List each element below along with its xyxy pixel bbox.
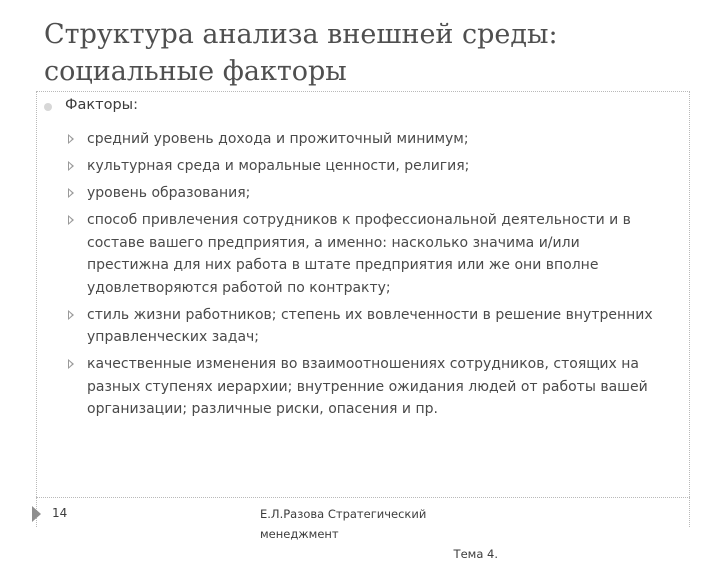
arrow-bullet-icon <box>68 215 74 225</box>
factor-list <box>66 128 666 425</box>
list-item-text: культурная среда и моральные ценности, религия; <box>87 158 470 174</box>
footer-topic: Тема 4. <box>453 547 498 561</box>
footer-divider <box>36 497 690 498</box>
footer-author-course: Е.Л.Разова Стратегический менеджмент <box>260 507 427 541</box>
list-item <box>66 353 666 421</box>
list-item-text: уровень образования; <box>87 185 251 201</box>
arrow-bullet-icon <box>68 161 74 171</box>
list-item <box>66 155 666 178</box>
list-item-text: средний уровень дохода и прожиточный минимум; <box>87 131 469 147</box>
right-border-line <box>689 91 690 527</box>
triangle-marker-icon <box>32 506 41 522</box>
arrow-bullet-icon <box>68 134 74 144</box>
bullet-dot-icon <box>44 103 52 111</box>
arrow-bullet-icon <box>68 310 74 320</box>
list-item-text: качественные изменения во взаимоотношениях сотрудников, стоящих на разных ступенях иерархии; внутренние ожидания людей от работы вашей организации; различные риски, опасения и пр. <box>87 356 648 417</box>
top-divider <box>36 91 690 92</box>
list-item <box>66 304 666 349</box>
list-item-text: способ привлечения сотрудников к профессиональной деятельности и в составе вашего предприятия, а именно: насколько значима и/или престижна для них работа в штате предприятия или же они вполне удовлетворяются работой по контракту; <box>87 212 631 296</box>
list-item <box>66 128 666 151</box>
list-item <box>66 182 666 205</box>
slide-title: Структура анализа внешней среды: социальные факторы <box>44 19 558 87</box>
list-item-text: стиль жизни работников; степень их вовлеченности в решение внутренних управленческих задач; <box>87 306 653 345</box>
section-label: Факторы: <box>65 97 138 113</box>
arrow-bullet-icon <box>68 359 74 369</box>
arrow-bullet-icon <box>68 188 74 198</box>
page-number: 14 <box>52 506 68 520</box>
list-item <box>66 209 666 299</box>
footer-caption <box>260 504 500 564</box>
left-border-line <box>36 91 37 527</box>
